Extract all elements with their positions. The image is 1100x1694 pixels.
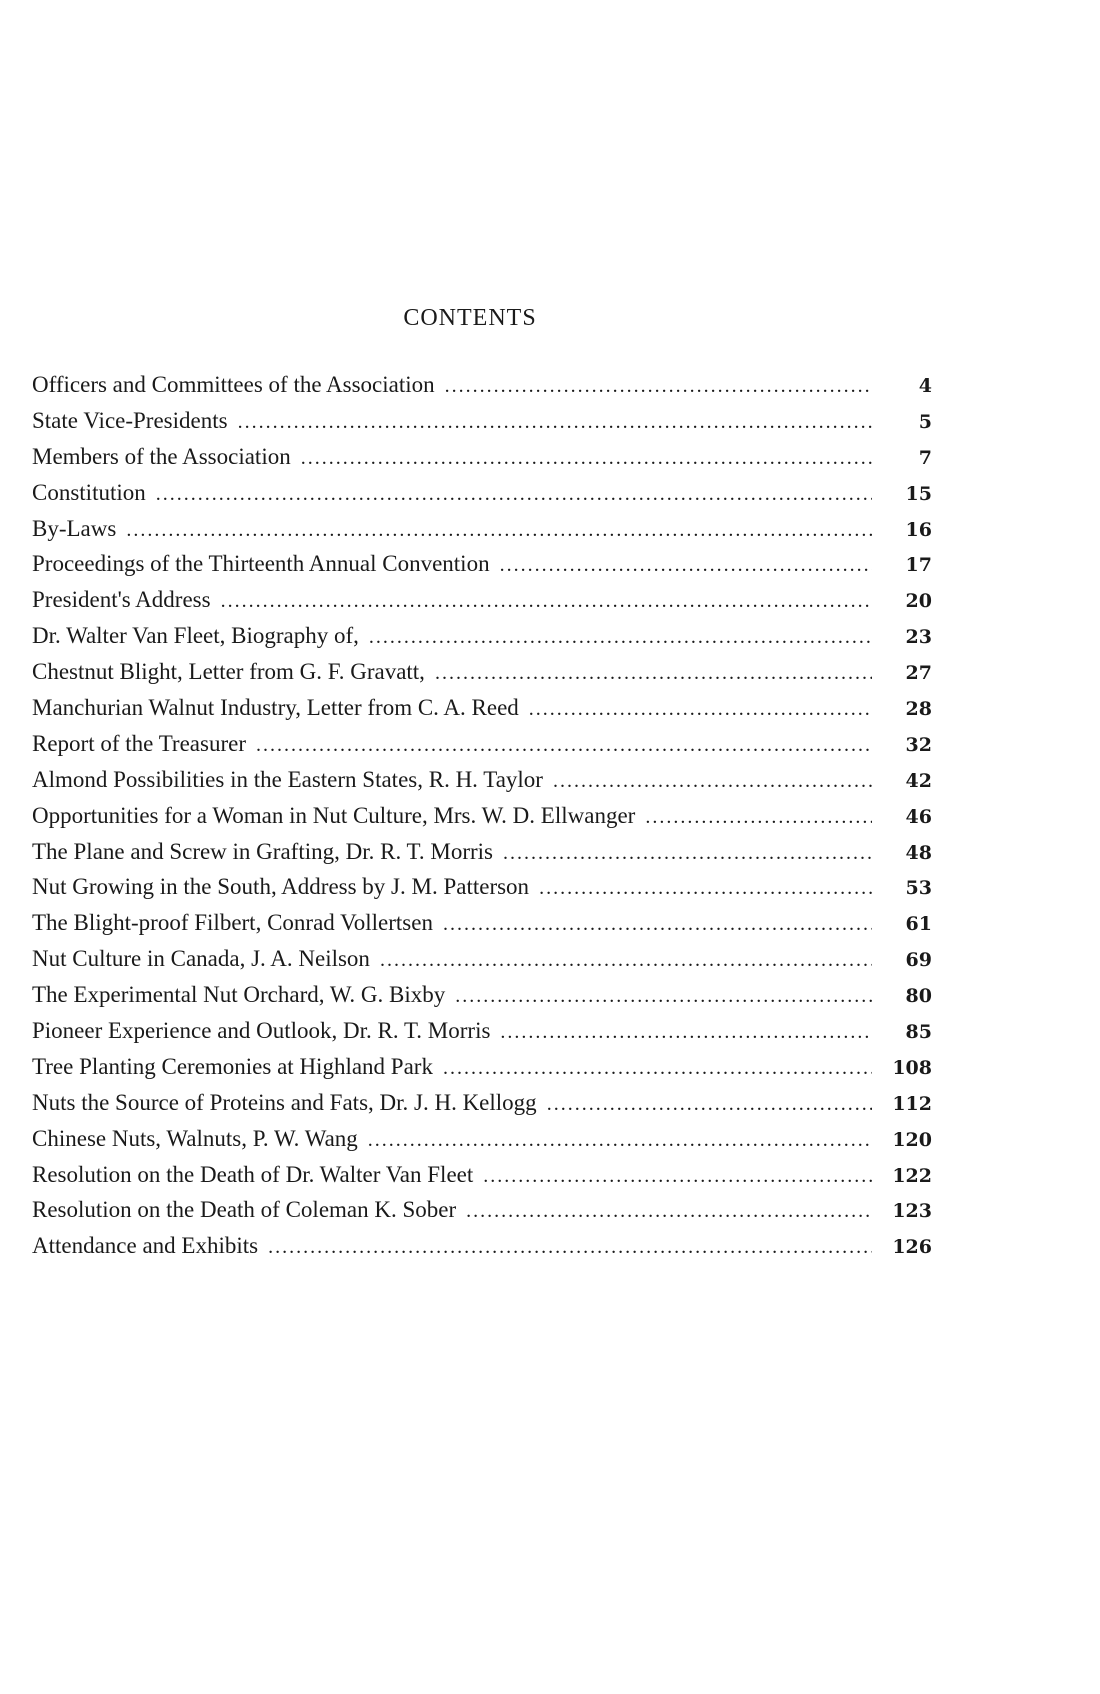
toc-entry-page: 27	[905, 662, 932, 685]
toc-entry	[32, 767, 932, 803]
toc-entry-page: 46	[905, 805, 932, 828]
toc-entry-title: Resolution on the Death of Dr. Walter Van Fleet	[32, 1161, 474, 1187]
toc-entry-page: 15	[905, 482, 932, 505]
toc-entry	[32, 1233, 932, 1269]
dot-leader	[126, 519, 872, 542]
toc-entry-title: Opportunities for a Woman in Nut Culture, Mrs. W. D. Ellwanger	[32, 802, 636, 828]
toc-entry-page: 120	[892, 1128, 932, 1151]
toc-entry	[32, 516, 932, 552]
toc-entry-page: 7	[918, 446, 932, 469]
toc-entry-page: 126	[892, 1236, 932, 1259]
dot-leader	[156, 483, 872, 506]
dot-leader	[547, 1093, 872, 1116]
toc-entry-title: Resolution on the Death of Coleman K. Sober	[32, 1197, 457, 1223]
toc-entry	[32, 623, 932, 659]
dot-leader	[443, 1057, 872, 1080]
toc-entry-title: Dr. Walter Van Fleet, Biography of,	[32, 623, 359, 649]
table-of-contents	[32, 372, 932, 1269]
toc-entry	[32, 910, 932, 946]
toc-entry-page: 112	[892, 1092, 932, 1115]
toc-entry-title: Tree Planting Ceremonies at Highland Park	[32, 1053, 433, 1079]
dot-leader	[553, 770, 872, 793]
toc-entry-title: State Vice-Presidents	[32, 407, 228, 433]
dot-leader	[503, 842, 872, 865]
toc-entry-page: 61	[905, 913, 932, 936]
toc-entry	[32, 1162, 932, 1198]
toc-entry	[32, 408, 932, 444]
toc-entry-page: 17	[905, 554, 932, 577]
toc-entry	[32, 803, 932, 839]
dot-leader	[455, 985, 872, 1008]
toc-entry-page: 122	[892, 1164, 932, 1187]
dot-leader	[435, 662, 872, 685]
dot-leader	[238, 411, 872, 434]
toc-entry-page: 23	[905, 626, 932, 649]
toc-entry-page: 80	[905, 985, 932, 1008]
toc-entry-title: The Blight-proof Filbert, Conrad Vollertsen	[32, 910, 433, 936]
toc-entry	[32, 982, 932, 1018]
toc-entry-title: Officers and Committees of the Association	[32, 372, 435, 397]
toc-entry-title: Pioneer Experience and Outlook, Dr. R. T. Morris	[32, 1018, 491, 1044]
toc-entry-title: Chestnut Blight, Letter from G. F. Gravatt,	[32, 659, 425, 685]
toc-entry-title: Manchurian Walnut Industry, Letter from C. A. Reed	[32, 695, 519, 721]
dot-leader	[268, 1236, 872, 1259]
toc-entry-title: The Plane and Screw in Grafting, Dr. R. T. Morris	[32, 838, 493, 864]
toc-entry	[32, 480, 932, 516]
toc-entry-title: By-Laws	[32, 515, 117, 541]
toc-entry-title: Nuts the Source of Proteins and Fats, Dr. J. H. Kellogg	[32, 1089, 537, 1115]
dot-leader	[466, 1200, 872, 1223]
toc-entry	[32, 659, 932, 695]
toc-entry	[32, 1126, 932, 1162]
dot-leader	[483, 1165, 872, 1188]
dot-leader	[645, 806, 872, 829]
toc-entry-title: Constitution	[32, 479, 146, 505]
dot-leader	[539, 877, 872, 900]
toc-entry-page: 42	[905, 769, 932, 792]
toc-entry-title: Proceedings of the Thirteenth Annual Convention	[32, 551, 490, 577]
toc-entry	[32, 839, 932, 875]
toc-entry-page: 48	[905, 841, 932, 864]
dot-leader	[301, 447, 872, 470]
dot-leader	[380, 949, 872, 972]
dot-leader	[368, 1129, 872, 1152]
toc-entry-title: Almond Possibilities in the Eastern States, R. H. Taylor	[32, 766, 543, 792]
toc-entry-page: 85	[905, 1021, 932, 1044]
dot-leader	[443, 913, 872, 936]
dot-leader	[500, 1021, 872, 1044]
toc-entry-page: 20	[905, 590, 932, 613]
toc-entry-page: 123	[892, 1200, 932, 1223]
toc-entry-title: The Experimental Nut Orchard, W. G. Bixby	[32, 982, 446, 1008]
toc-entry-title: President's Address	[32, 587, 211, 613]
toc-entry	[32, 731, 932, 767]
toc-entry-title: Nut Culture in Canada, J. A. Neilson	[32, 946, 370, 972]
toc-entry	[32, 874, 932, 910]
toc-entry	[32, 587, 932, 623]
toc-entry-page: 4	[918, 375, 932, 397]
dot-leader	[529, 698, 872, 721]
toc-entry-title: Report of the Treasurer	[32, 730, 246, 756]
toc-entry	[32, 1090, 932, 1126]
toc-entry-page: 5	[918, 410, 932, 433]
dot-leader	[445, 375, 872, 398]
toc-entry-page: 108	[892, 1056, 932, 1079]
toc-entry-page: 16	[905, 518, 932, 541]
toc-entry	[32, 695, 932, 731]
toc-entry-page: 53	[905, 877, 932, 900]
toc-entry-title: Members of the Association	[32, 443, 291, 469]
dot-leader	[221, 590, 872, 613]
dot-leader	[256, 734, 872, 757]
toc-entry-page: 28	[905, 698, 932, 721]
toc-entry-title: Nut Growing in the South, Address by J. M. Patterson	[32, 874, 530, 900]
toc-entry	[32, 444, 932, 480]
toc-entry	[32, 946, 932, 982]
toc-entry-page: 32	[905, 733, 932, 756]
toc-entry	[32, 1054, 932, 1090]
toc-entry	[32, 1018, 932, 1054]
dot-leader	[500, 554, 872, 577]
contents-heading: CONTENTS	[403, 305, 537, 331]
toc-entry	[32, 1197, 932, 1233]
toc-entry	[32, 372, 932, 408]
dot-leader	[369, 626, 872, 649]
toc-entry-page: 69	[905, 949, 932, 972]
toc-entry-title: Chinese Nuts, Walnuts, P. W. Wang	[32, 1125, 358, 1151]
toc-entry	[32, 551, 932, 587]
toc-entry-title: Attendance and Exhibits	[32, 1233, 259, 1259]
